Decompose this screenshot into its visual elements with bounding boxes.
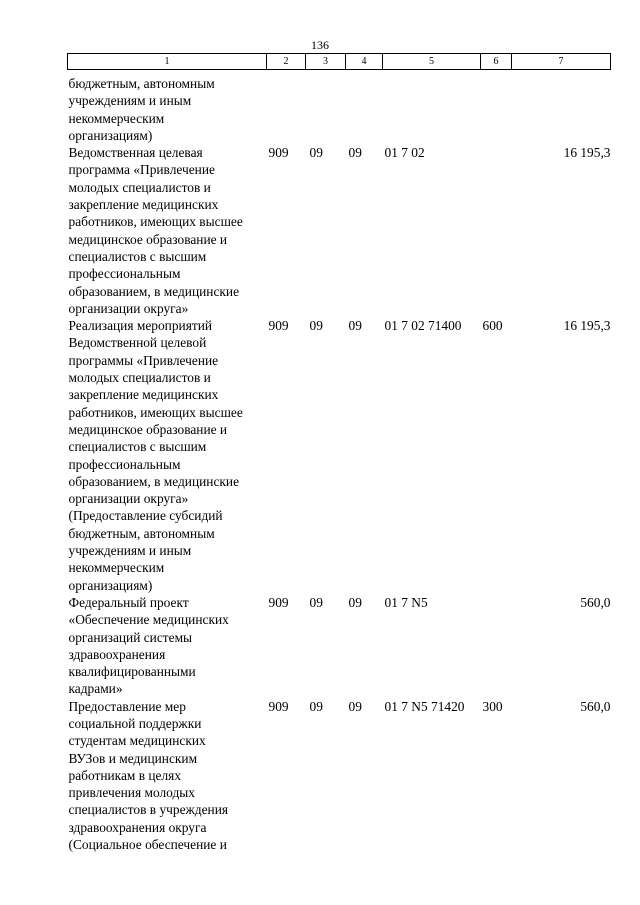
row-name-line: некоммерческим xyxy=(68,110,165,126)
expense-type-cell xyxy=(481,70,512,145)
row-name-line: Ведомственная целевая xyxy=(68,145,203,161)
row-name-line: работников, имеющих высшее xyxy=(68,404,243,420)
expense-type-cell: 600 xyxy=(482,318,503,334)
subsection-code-cell: 09 xyxy=(348,698,362,714)
row-name-line: специалистов с высшим xyxy=(68,439,207,455)
row-name-line: образованием, в медицинские xyxy=(68,473,240,489)
expense-type-cell: 300 xyxy=(482,698,503,714)
row-name-line: «Обеспечение медицинских xyxy=(68,612,229,628)
row-name-line: организаций системы xyxy=(68,629,193,645)
subsection-code-cell: 09 xyxy=(348,594,362,610)
row-name-line: здравоохранения округа xyxy=(68,819,207,835)
table-row xyxy=(68,70,611,145)
ministry-code-cell: 909 xyxy=(268,698,289,714)
row-name-line: работникам в целях xyxy=(68,767,182,783)
amount-cell xyxy=(512,70,611,145)
target-article-cell: 01 7 N5 71420 xyxy=(384,698,465,714)
column-header-5: 5 xyxy=(383,54,481,70)
row-name-line: организации округа» xyxy=(68,300,189,316)
ministry-code-cell: 909 xyxy=(268,145,289,161)
row-name-line: бюджетным, автономным xyxy=(68,76,215,91)
row-name-line: социальной поддержки xyxy=(68,715,202,731)
subsection-code-cell: 09 xyxy=(348,318,362,334)
target-article-cell xyxy=(383,70,481,145)
row-name-line: квалифицированными xyxy=(68,664,196,680)
row-name-line: организации округа» xyxy=(68,491,189,507)
column-header-2: 2 xyxy=(267,54,306,70)
row-name-line: закрепление медицинских xyxy=(68,197,219,213)
table-row xyxy=(68,317,611,594)
row-name-line: образованием, в медицинские xyxy=(68,283,240,299)
subsection-code-cell: 09 xyxy=(348,145,362,161)
target-article-cell: 01 7 02 71400 xyxy=(384,318,462,334)
amount-cell: 16 195,3 xyxy=(563,318,611,334)
ministry-code-cell: 909 xyxy=(268,318,289,334)
row-name-cell xyxy=(68,698,267,854)
row-name-line: профессиональным xyxy=(68,456,181,472)
row-name-line: (Социальное обеспечение и xyxy=(68,837,227,853)
column-header-7: 7 xyxy=(512,54,611,70)
ministry-code-cell: 909 xyxy=(268,594,289,610)
row-name-line: Ведомственной целевой xyxy=(68,335,207,351)
row-name-line: профессиональным xyxy=(68,266,181,282)
row-name-line: студентам медицинских xyxy=(68,733,206,749)
amount-cell: 560,0 xyxy=(580,698,611,714)
row-name-line: Федеральный проект xyxy=(68,594,189,610)
table-header xyxy=(68,54,611,70)
row-name-cell xyxy=(68,70,267,145)
section-code-cell: 09 xyxy=(309,594,323,610)
row-name-line: ВУЗов и медицинским xyxy=(68,750,198,766)
row-name-line: медицинское образование и xyxy=(68,421,228,437)
row-name-cell xyxy=(68,144,267,317)
table-body xyxy=(68,70,611,854)
row-name-line: программа «Привлечение xyxy=(68,162,215,178)
row-name-cell xyxy=(68,594,267,698)
row-name-line: бюджетным, автономным xyxy=(68,525,215,541)
row-name-line: учреждениям и иным xyxy=(68,93,192,109)
expense-type-cell xyxy=(481,594,512,698)
column-header-1: 1 xyxy=(68,54,267,70)
row-name-line: закрепление медицинских xyxy=(68,387,219,403)
expense-type-cell xyxy=(481,144,512,317)
column-header-6: 6 xyxy=(481,54,512,70)
budget-table xyxy=(67,53,611,853)
row-name-line: специалистов с высшим xyxy=(68,248,207,264)
amount-cell: 16 195,3 xyxy=(563,145,611,161)
row-name-line: медицинское образование и xyxy=(68,231,228,247)
table-row xyxy=(68,698,611,854)
row-name-line: Предоставление мер xyxy=(68,698,186,714)
row-name-line: (Предоставление субсидий xyxy=(68,508,223,524)
table-row xyxy=(68,594,611,698)
target-article-cell: 01 7 N5 xyxy=(384,594,428,610)
section-code-cell: 09 xyxy=(309,318,323,334)
section-code-cell: 09 xyxy=(309,698,323,714)
row-name-line: кадрами» xyxy=(68,681,123,697)
row-name-line: привлечения молодых xyxy=(68,785,195,801)
page-number: 136 xyxy=(311,38,329,52)
row-name-line: Реализация мероприятий xyxy=(68,318,213,334)
subsection-code-cell xyxy=(346,70,383,145)
section-code-cell: 09 xyxy=(309,145,323,161)
row-name-line: программы «Привлечение xyxy=(68,352,219,368)
row-name-line: учреждениям и иным xyxy=(68,543,192,559)
row-name-line: специалистов в учреждения xyxy=(68,802,229,818)
row-name-line: некоммерческим xyxy=(68,560,165,576)
section-code-cell xyxy=(306,70,346,145)
ministry-code-cell xyxy=(267,70,306,145)
row-name-line: молодых специалистов и xyxy=(68,370,211,386)
amount-cell: 560,0 xyxy=(580,594,611,610)
row-name-line: здравоохранения xyxy=(68,646,166,662)
row-name-line: молодых специалистов и xyxy=(68,179,211,195)
column-header-4: 4 xyxy=(346,54,383,70)
row-name-line: организациям) xyxy=(68,577,153,593)
table-row xyxy=(68,144,611,317)
row-name-line: организациям) xyxy=(68,127,153,143)
row-name-cell xyxy=(68,317,267,594)
target-article-cell: 01 7 02 xyxy=(384,145,425,161)
row-name-line: работников, имеющих высшее xyxy=(68,214,243,230)
column-header-3: 3 xyxy=(306,54,346,70)
